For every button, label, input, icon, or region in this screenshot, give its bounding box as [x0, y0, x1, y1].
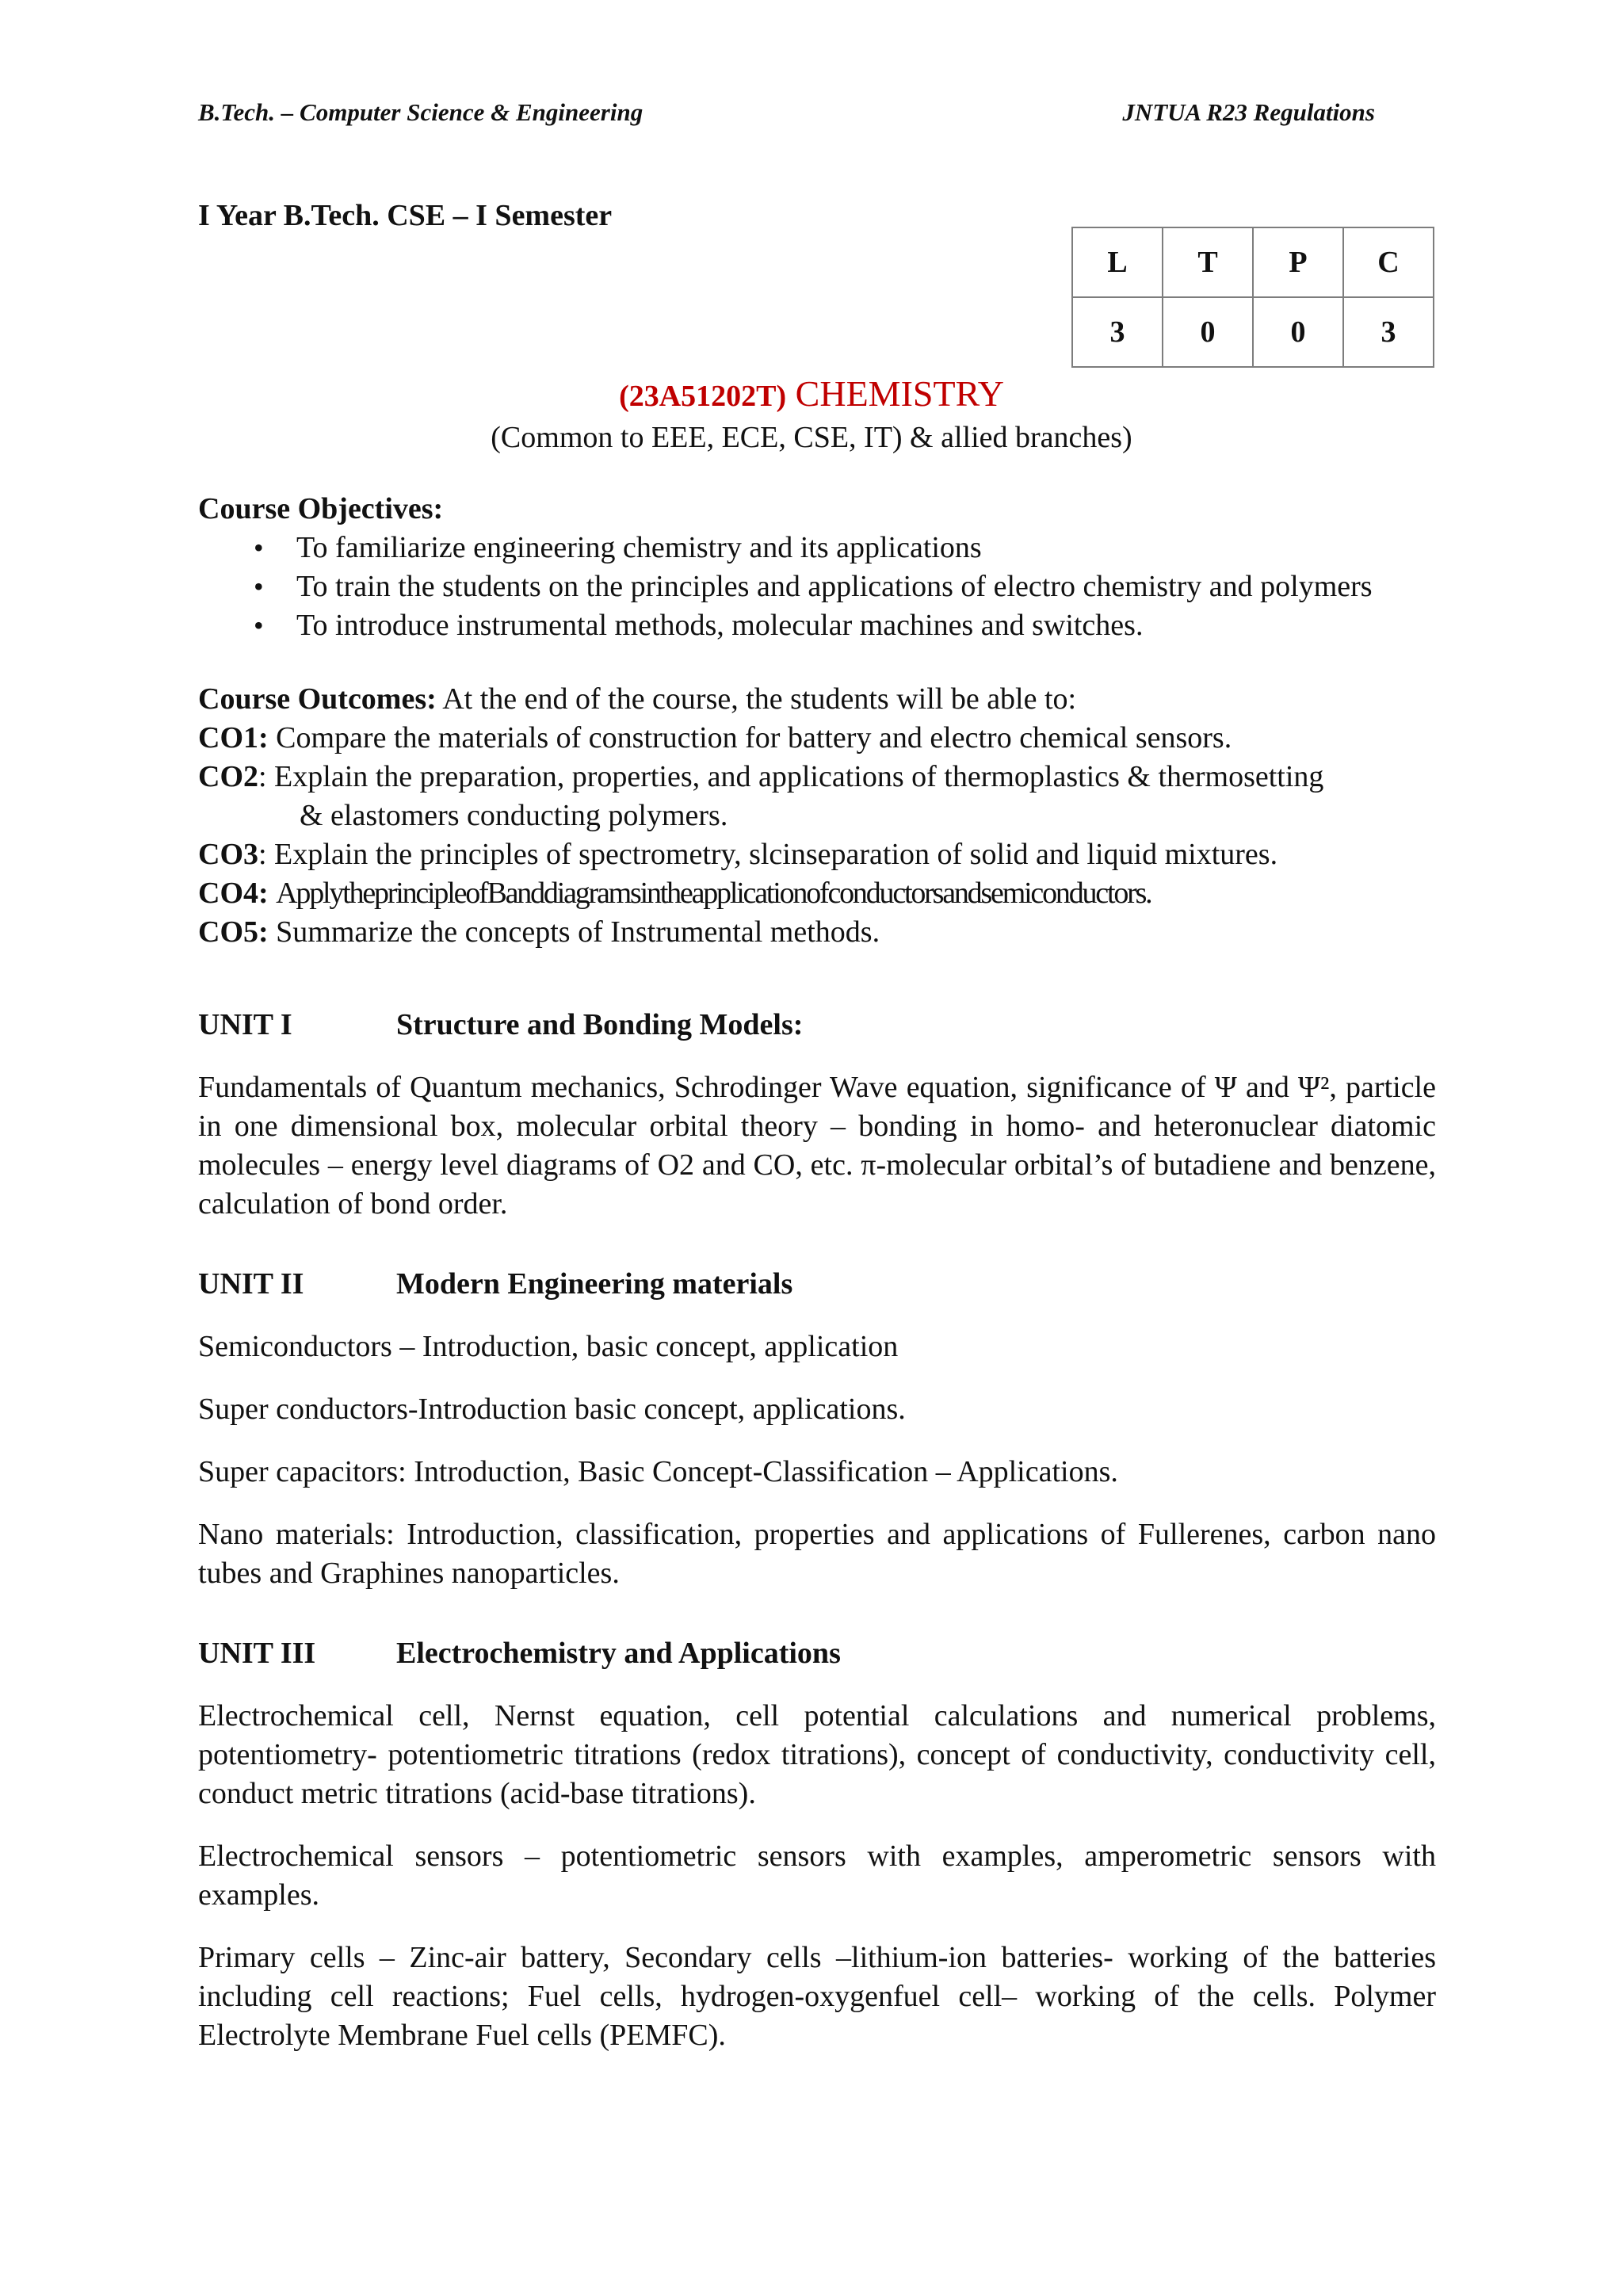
outcome-text: : Explain the preparation, properties, and applications of thermoplastics & thermosetting — [258, 760, 1324, 793]
unit-2-paragraph: Nano materials: Introduction, classification, properties and applications of Fullerenes, carbon nano tubes and Graphines nanoparticles. — [198, 1518, 1436, 1590]
ltpc-header-c: C — [1343, 227, 1434, 297]
ltpc-header-p: P — [1253, 227, 1343, 297]
outcome-label: CO4: — [198, 877, 269, 910]
header-program: B.Tech. – Computer Science & Engineering — [198, 98, 643, 126]
unit-2-paragraph: Super capacitors: Introduction, Basic Concept-Classification – Applications. — [198, 1455, 1118, 1488]
outcomes-intro-text: At the end of the course, the students will be able to: — [442, 682, 1077, 716]
ltpc-table — [1071, 227, 1434, 368]
unit-1-heading — [198, 1006, 1436, 1045]
unit-label: UNIT III — [198, 1637, 316, 1670]
ltpc-value-p: 0 — [1253, 297, 1343, 367]
objectives-list — [198, 529, 1436, 645]
outcome-co1 — [198, 719, 1436, 758]
unit-title: Structure and Bonding Models: — [396, 1008, 804, 1041]
objectives-heading: Course Objectives: — [198, 492, 444, 525]
outcome-co2-continued: & elastomers conducting polymers. — [300, 799, 728, 832]
course-title — [0, 372, 1623, 415]
unit-title: Modern Engineering materials — [396, 1267, 793, 1301]
course-subtitle: (Common to EEE, ECE, CSE, IT) & allied branches) — [491, 421, 1132, 454]
unit-title: Electrochemistry and Applications — [396, 1637, 841, 1670]
semester-heading: I Year B.Tech. CSE – I Semester — [198, 199, 613, 232]
outcome-label: CO3 — [198, 838, 258, 871]
outcome-co4 — [198, 874, 1436, 913]
course-name: CHEMISTRY — [795, 373, 1004, 414]
outcome-co5 — [198, 913, 1436, 952]
unit-1-paragraph: Fundamentals of Quantum mechanics, Schrodinger Wave equation, significance of Ψ and Ψ², particle in one dimensional box, molecular orbital theory – bonding in homo- and heteronuclear diatomic molecules – energy level diagrams of O2 and CO, etc. π-molecular orbital’s of butadiene and benzene, calculation of bond order. — [198, 1071, 1436, 1221]
outcome-label: CO2 — [198, 760, 258, 793]
outcome-text: Summarize the concepts of Instrumental methods. — [276, 915, 880, 949]
unit-3-paragraph: Electrochemical sensors – potentiometric sensors with examples, amperometric sensors with examples. — [198, 1839, 1436, 1912]
outcome-text: : Explain the principles of spectrometry, slcinseparation of solid and liquid mixtures. — [258, 838, 1278, 871]
objective-item: • To introduce instrumental methods, molecular machines and switches. — [296, 606, 1436, 645]
ltpc-value-row — [1072, 297, 1434, 367]
unit-3-heading — [198, 1634, 1436, 1673]
objective-item: • To train the students on the principles and applications of electro chemistry and polymers — [296, 567, 1436, 606]
ltpc-value-t: 0 — [1163, 297, 1253, 367]
unit-3-paragraph: Electrochemical cell, Nernst equation, cell potential calculations and numerical problems, potentiometry- potentiometric titrations (redox titrations), concept of conductivity, conductivity cell, conduct metric titrations (acid-base titrations). — [198, 1699, 1436, 1810]
syllabus-body — [198, 490, 1436, 2055]
ltpc-header-t: T — [1163, 227, 1253, 297]
objective-item: • To familiarize engineering chemistry and its applications — [296, 529, 1436, 567]
unit-2-paragraph: Super conductors-Introduction basic concept, applications. — [198, 1392, 906, 1426]
outcome-label: CO1: — [198, 721, 269, 755]
unit-label: UNIT I — [198, 1008, 292, 1041]
outcome-text: ApplytheprincipleofBanddiagramsintheapplicationofconductorsandsemiconductors. — [276, 877, 1151, 910]
outcomes-heading: Course Outcomes: — [198, 682, 437, 716]
outcome-co3 — [198, 835, 1436, 874]
ltpc-header-row — [1072, 227, 1434, 297]
unit-label: UNIT II — [198, 1267, 304, 1301]
course-code: (23A51202T) — [619, 380, 787, 413]
outcome-text: Compare the materials of construction for battery and electro chemical sensors. — [276, 721, 1232, 755]
outcome-label: CO5: — [198, 915, 269, 949]
header-regulations: JNTUA R23 Regulations — [1122, 98, 1375, 126]
outcome-co2 — [198, 758, 1436, 797]
outcomes-intro — [198, 680, 1436, 719]
ltpc-header-l: L — [1072, 227, 1163, 297]
ltpc-value-l: 3 — [1072, 297, 1163, 367]
unit-3-paragraph: Primary cells – Zinc-air battery, Secondary cells –lithium-ion batteries- working of the batteries including cell reactions; Fuel cells, hydrogen-oxygenfuel cell– working of the cells. Polymer Electrolyte Membrane Fuel cells (PEMFC). — [198, 1941, 1436, 2052]
ltpc-value-c: 3 — [1343, 297, 1434, 367]
unit-2-heading — [198, 1265, 1436, 1304]
unit-2-paragraph: Semiconductors – Introduction, basic concept, application — [198, 1330, 899, 1363]
